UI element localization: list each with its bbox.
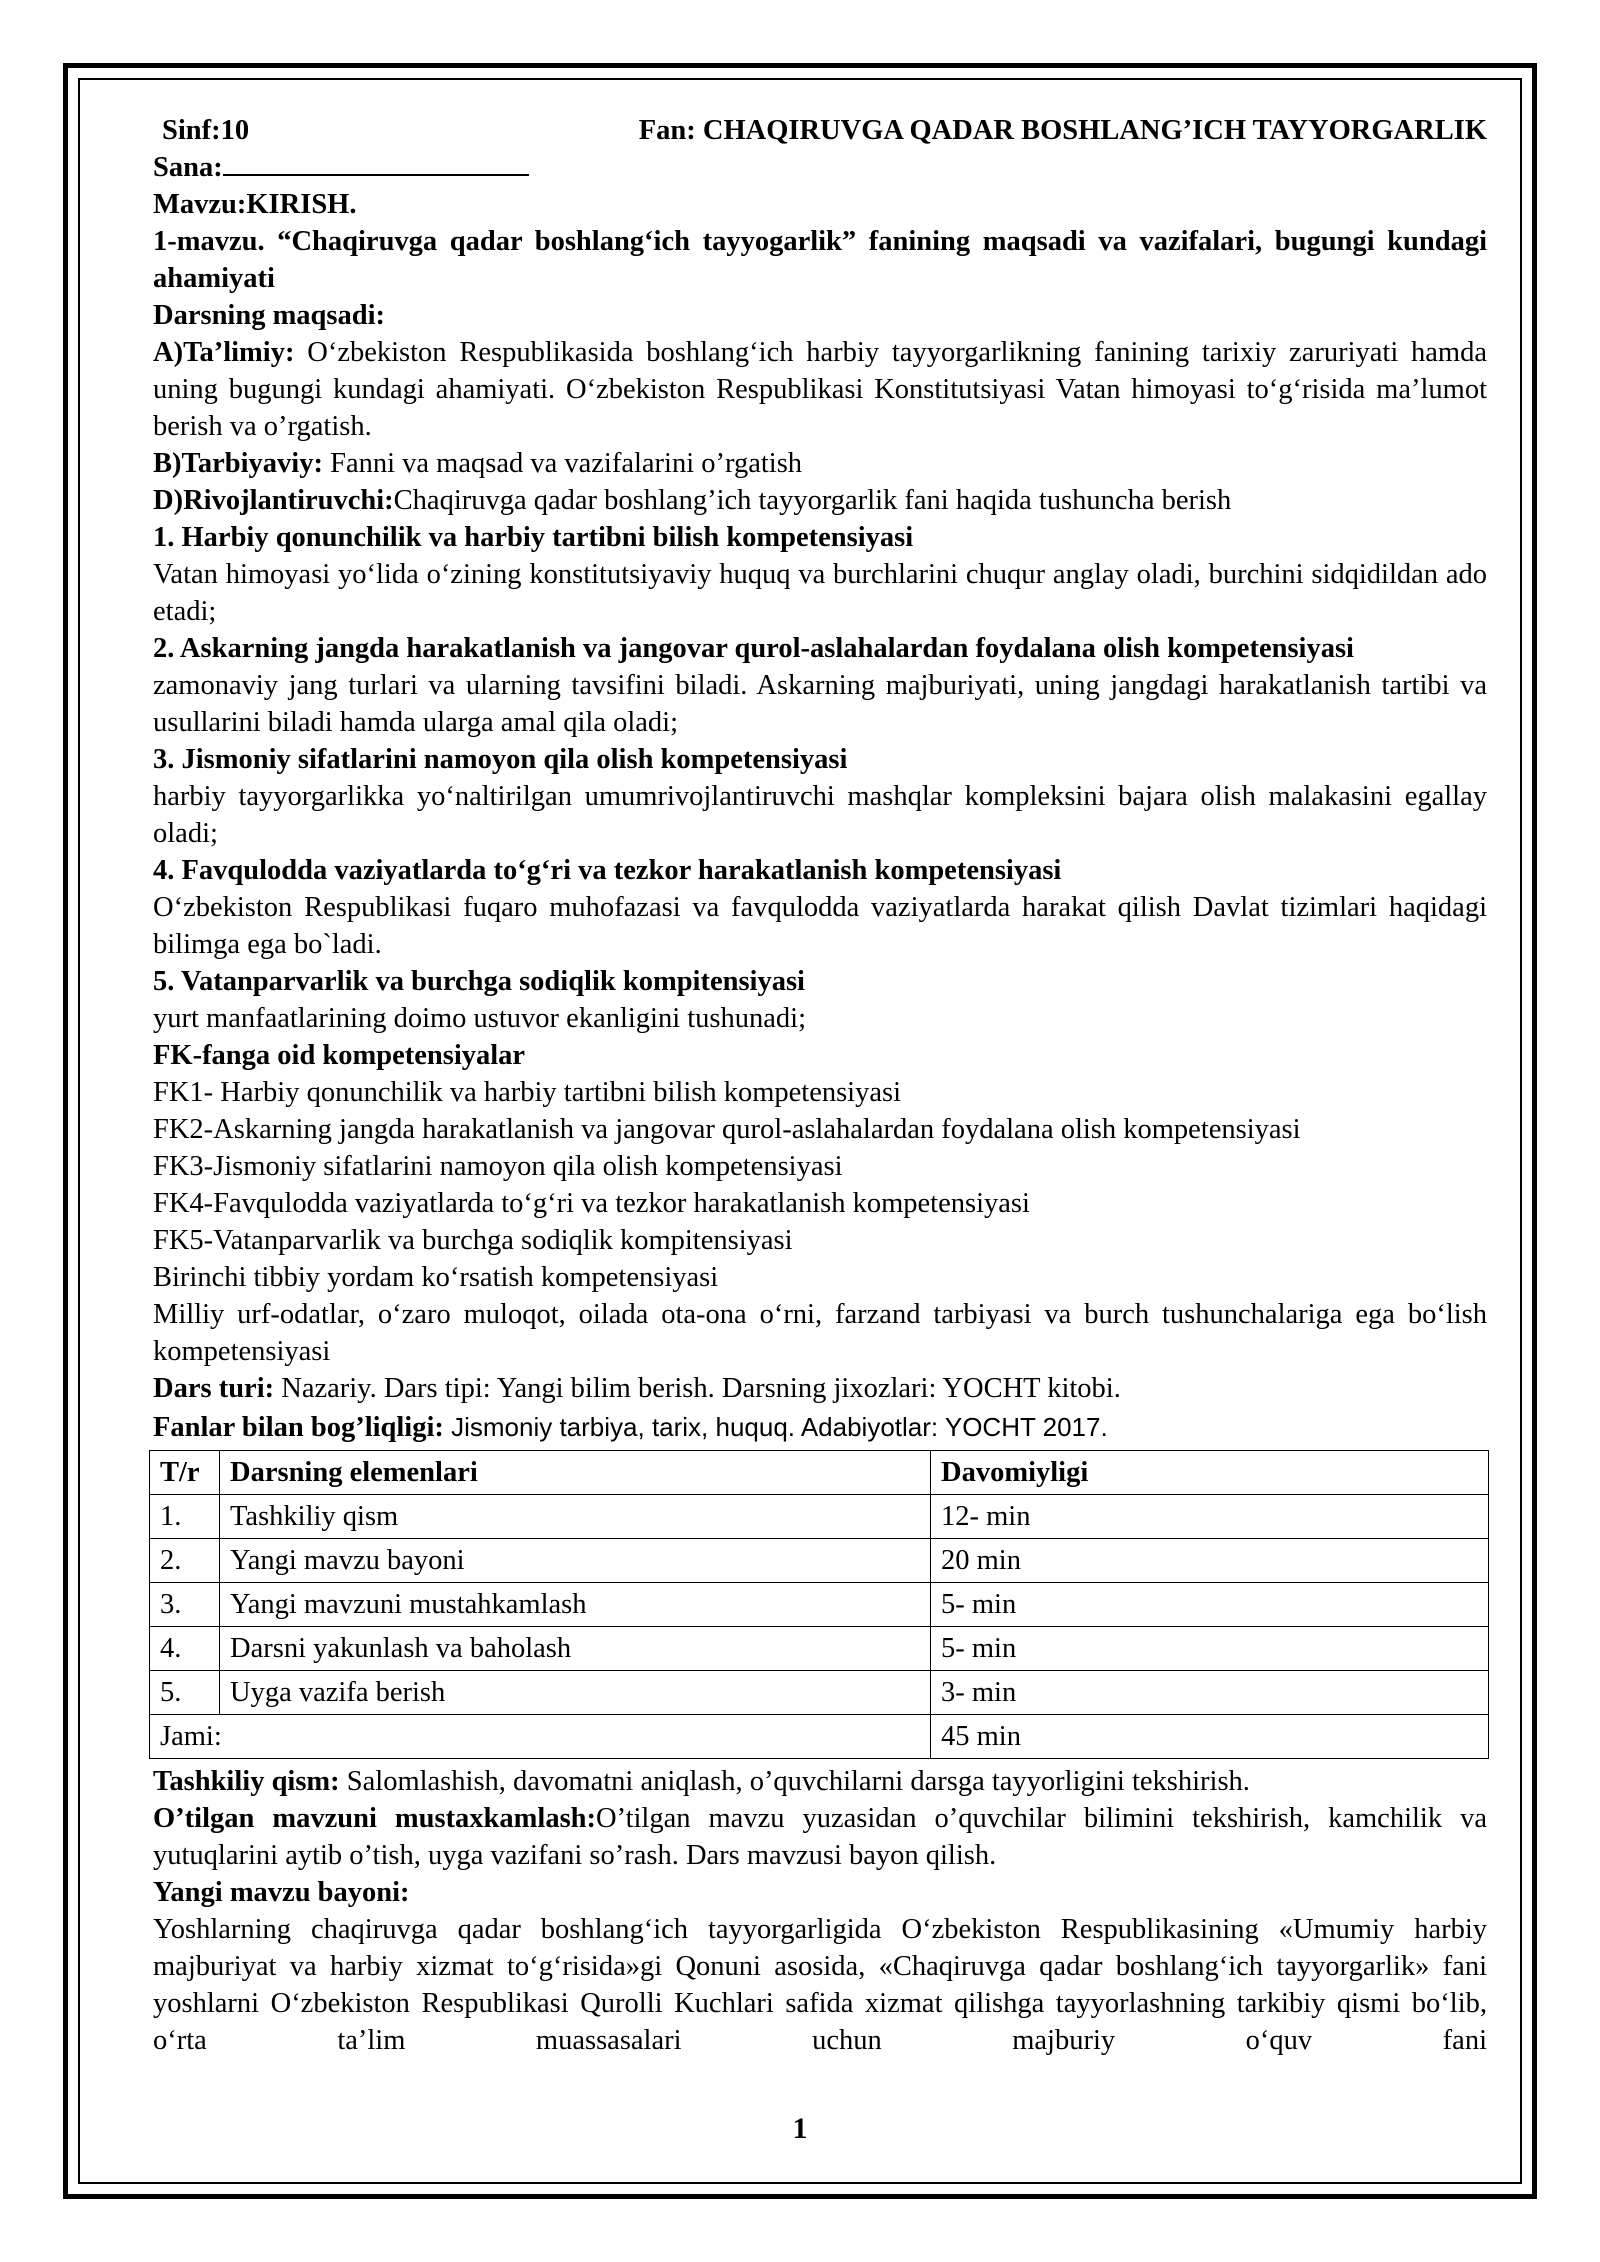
table-cell: Uyga vazifa berish: [220, 1671, 931, 1715]
table-total-row: [150, 1715, 1489, 1759]
related-subjects-text: Jismoniy tarbiya, tarix, huquq. Adabiyotlar: YOCHT 2017.: [443, 1412, 1108, 1442]
table-cell: 1.: [150, 1495, 220, 1539]
review-part-text: O’tilgan mavzu yuzasidan o’quvchilar bilimini tekshirish, kamchilik va yutuqlarini aytib o’tish, uyga vazifani so’rash. Dars mavzusi bayon qilish.: [153, 1803, 1487, 1871]
goal-educational-label: A)Ta’limiy:: [153, 337, 295, 368]
table-total-label: Jami:: [150, 1715, 931, 1759]
fk-item: Milliy urf-odatlar, o‘zaro muloqot, oilada ota-ona o‘rni, farzand tarbiyasi va burch tushunchalariga ega bo‘lish kompetensiyasi: [153, 1299, 1487, 1367]
competency-title: 1. Harbiy qonunchilik va harbiy tartibni bilish kompetensiyasi: [153, 522, 914, 553]
review-part-label: O’tilgan mavzuni mustaxkamlash:: [153, 1803, 597, 1834]
table-row: [150, 1627, 1489, 1671]
fk-item: Birinchi tibbiy yordam ko‘rsatish kompetensiyasi: [153, 1262, 719, 1293]
goal-educational-text: O‘zbekiston Respublikasida boshlang‘ich harbiy tayyorgarlikning fanining tarixiy zaruriyati hamda uning bugungi kundagi ahamiyati. O‘zbekiston Respublikasi Konstitutsiyasi Vatan himoyasi to‘g‘risida ma’lumot berish va o’rgatish.: [153, 337, 1487, 442]
table-row: [150, 1495, 1489, 1539]
fk-item: FK2-Askarning jangda harakatlanish va jangovar qurol-aslahalardan foydalana olish kompetensiyasi: [153, 1114, 1301, 1145]
review-part: [153, 1800, 1487, 1874]
table-cell: 20 min: [931, 1539, 1489, 1583]
table-cell: Tashkiliy qism: [220, 1495, 931, 1539]
table-cell: 3.: [150, 1583, 220, 1627]
new-topic-heading: Yangi mavzu bayoni:: [153, 1877, 410, 1908]
table-cell: 2.: [150, 1539, 220, 1583]
table-cell: 4.: [150, 1627, 220, 1671]
table-cell: Darsni yakunlash va baholash: [220, 1627, 931, 1671]
page-number: 1: [792, 2112, 808, 2145]
fk-item: FK3-Jismoniy sifatlarini namoyon qila olish kompetensiyasi: [153, 1151, 843, 1182]
goal-developmental-text: Chaqiruvga qadar boshlang’ich tayyorgarlik fani haqida tushuncha berish: [393, 485, 1232, 516]
date-label: Sana:: [153, 152, 223, 183]
competency-title: 3. Jismoniy sifatlarini namoyon qila olish kompetensiyasi: [153, 744, 848, 775]
date-blank: [223, 150, 529, 176]
table-row: [150, 1671, 1489, 1715]
organizational-part-text: Salomlashish, davomatni aniqlash, o’quvchilarni darsga tayyorligini tekshirish.: [339, 1766, 1250, 1797]
goal-upbringing: [153, 445, 1487, 482]
goal-educational: [153, 334, 1487, 445]
goal-developmental: [153, 482, 1487, 519]
competency-title: 4. Favqulodda vaziyatlarda to‘g‘ri va tezkor harakatlanish kompetensiyasi: [153, 855, 1062, 886]
topic-label: Mavzu:KIRISH.: [153, 189, 357, 220]
lesson-plan-table: [149, 1450, 1489, 1759]
fk-item: FK5-Vatanparvarlik va burchga sodiqlik kompitensiyasi: [153, 1225, 793, 1256]
subject-label: Fan: CHAQIRUVGA QADAR BOSHLANG’ICH TAYYORGARLIK: [638, 115, 1487, 146]
grade-label: Sinf:10: [162, 115, 250, 146]
lesson-type-text: Nazariy. Dars tipi: Yangi bilim berish. Darsning jixozlari: YOCHT kitobi.: [274, 1373, 1121, 1404]
table-cell: 12- min: [931, 1495, 1489, 1539]
table-cell: Yangi mavzuni mustahkamlash: [220, 1583, 931, 1627]
related-subjects: [153, 1409, 1487, 1446]
goal-upbringing-text: Fanni va maqsad va vazifalarini o’rgatish: [322, 448, 803, 479]
competency-text: O‘zbekiston Respublikasi fuqaro muhofazasi va favqulodda vaziyatlarda harakat qilish Davlat tizimlari haqidagi bilimga ega bo`ladi.: [153, 892, 1487, 960]
table-cell: 3- min: [931, 1671, 1489, 1715]
goal-upbringing-label: B)Tarbiyaviy:: [153, 448, 323, 479]
fk-item: FK4-Favqulodda vaziyatlarda to‘g‘ri va tezkor harakatlanish kompetensiyasi: [153, 1188, 1030, 1219]
table-header-cell: Davomiyligi: [931, 1451, 1489, 1495]
date-line: [153, 149, 1487, 186]
competency-text: Vatan himoyasi yo‘lida o‘zining konstitutsiyaviy huquq va burchlarini chuqur anglay oladi, burchini sidqidildan ado etadi;: [153, 559, 1487, 627]
header-row: [153, 112, 1487, 149]
new-topic-text: Yoshlarning chaqiruvga qadar boshlang‘ich tayyorgarligida O‘zbekiston Respublikasining «Umumiy harbiy majburiyat va harbiy xizmat to‘g‘risida»gi Qonuni asosida, «Chaqiruvga qadar boshlang‘ich tayyorgarlik» fani yoshlarni O‘zbekiston Respublikasi Qurolli Kuchlari safida xizmat qilishga tayyorlashning tarkibiy qismi bo‘lib, o‘rta ta’lim muassasalari uchun majburiy o‘quv fani: [153, 1914, 1487, 2056]
table-cell: 5- min: [931, 1583, 1489, 1627]
lesson-type: [153, 1370, 1487, 1407]
organizational-part-label: Tashkiliy qism:: [153, 1766, 340, 1797]
document-body: [153, 112, 1487, 2059]
table-cell: 5.: [150, 1671, 220, 1715]
table-total-value: 45 min: [931, 1715, 1489, 1759]
topic-title: 1-mavzu. “Chaqiruvga qadar boshlang‘ich tayyogarlik” fanining maqsadi va vazifalari, bugungi kundagi ahamiyati: [153, 226, 1487, 294]
table-cell: Yangi mavzu bayoni: [220, 1539, 931, 1583]
organizational-part: [153, 1763, 1487, 1800]
table-header-cell: T/r: [150, 1451, 220, 1495]
table-row: [150, 1539, 1489, 1583]
fk-item: FK1- Harbiy qonunchilik va harbiy tartibni bilish kompetensiyasi: [153, 1077, 902, 1108]
goals-heading: Darsning maqsadi:: [153, 300, 386, 331]
goal-developmental-label: D)Rivojlantiruvchi:: [153, 485, 394, 516]
competency-text: yurt manfaatlarining doimo ustuvor ekanligini tushunadi;: [153, 1003, 807, 1034]
fk-heading: FK-fanga oid kompetensiyalar: [153, 1040, 526, 1071]
table-header-cell: Darsning elemenlari: [220, 1451, 931, 1495]
competency-title: 2. Askarning jangda harakatlanish va jangovar qurol-aslahalardan foydalana olish kompetensiyasi: [153, 633, 1354, 664]
table-cell: 5- min: [931, 1627, 1489, 1671]
table-header-row: [150, 1451, 1489, 1495]
lesson-type-label: Dars turi:: [153, 1373, 275, 1404]
competency-text: zamonaviy jang turlari va ularning tavsifini biladi. Askarning majburiyati, uning jangdagi harakatlanish tartibi va usullarini biladi hamda ularga amal qila oladi;: [153, 670, 1487, 738]
table-row: [150, 1583, 1489, 1627]
competency-text: harbiy tayyorgarlikka yo‘naltirilgan umumrivojlantiruvchi mashqlar kompleksini bajara olish malakasini egallay oladi;: [153, 781, 1487, 849]
competency-title: 5. Vatanparvarlik va burchga sodiqlik kompitensiyasi: [153, 966, 805, 997]
related-subjects-label: Fanlar bilan bog’liqligi:: [153, 1412, 444, 1443]
